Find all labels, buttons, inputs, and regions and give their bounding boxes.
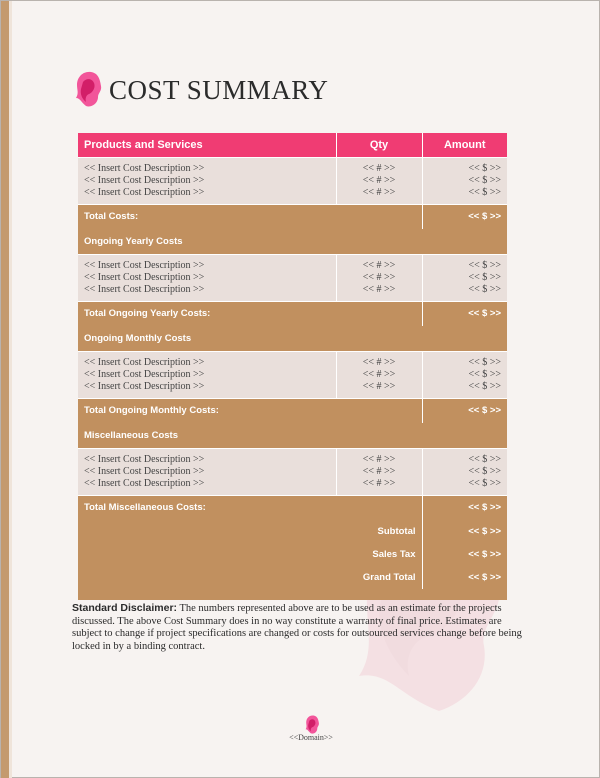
cost-amount: << $ >> xyxy=(468,174,501,186)
cost-amount: << $ >> xyxy=(468,477,501,489)
header-qty: Qty xyxy=(336,133,422,157)
footer-logo-icon xyxy=(304,715,320,735)
cost-description: << Insert Cost Description >> xyxy=(84,380,205,392)
cost-description: << Insert Cost Description >> xyxy=(84,465,205,477)
section-heading: Ongoing Yearly Costs xyxy=(78,229,507,254)
summary-label: Grand Total xyxy=(78,566,422,589)
amount-cell xyxy=(422,351,507,398)
disclaimer-paragraph xyxy=(72,602,522,653)
cost-qty: << # >> xyxy=(362,186,396,198)
section-heading: Miscellaneous Costs xyxy=(78,423,507,448)
footer-domain: <<Domain>> xyxy=(289,733,333,742)
cost-amount: << $ >> xyxy=(468,465,501,477)
cost-amount: << $ >> xyxy=(468,259,501,271)
sales-tax-row xyxy=(78,543,507,566)
cost-description: << Insert Cost Description >> xyxy=(84,368,205,380)
cost-qty: << # >> xyxy=(362,477,396,489)
amount-cell xyxy=(422,254,507,301)
description-cell xyxy=(78,157,336,204)
cost-items-block-monthly xyxy=(78,351,507,398)
cost-description: << Insert Cost Description >> xyxy=(84,162,205,174)
page-header xyxy=(73,69,328,111)
cost-qty: << # >> xyxy=(362,271,396,283)
cost-amount: << $ >> xyxy=(468,356,501,368)
total-label: Total Miscellaneous Costs: xyxy=(78,495,422,520)
description-cell xyxy=(78,254,336,301)
cost-description: << Insert Cost Description >> xyxy=(84,174,205,186)
total-value: << $ >> xyxy=(422,204,507,229)
cost-qty: << # >> xyxy=(362,380,396,392)
cost-description: << Insert Cost Description >> xyxy=(84,271,205,283)
cost-qty: << # >> xyxy=(362,465,396,477)
amount-cell xyxy=(422,157,507,204)
grand-total-row xyxy=(78,566,507,589)
cost-description: << Insert Cost Description >> xyxy=(84,259,205,271)
total-value: << $ >> xyxy=(422,398,507,423)
summary-label: Sales Tax xyxy=(78,543,422,566)
cost-amount: << $ >> xyxy=(468,453,501,465)
qty-cell xyxy=(336,157,422,204)
total-value: << $ >> xyxy=(422,495,507,520)
summary-value: << $ >> xyxy=(422,520,507,543)
woman-silhouette-icon xyxy=(73,71,103,109)
total-label: Total Ongoing Monthly Costs: xyxy=(78,398,422,423)
cost-description: << Insert Cost Description >> xyxy=(84,356,205,368)
cost-qty: << # >> xyxy=(362,453,396,465)
summary-label: Subtotal xyxy=(78,520,422,543)
section-heading-row xyxy=(78,229,507,254)
cost-summary-table xyxy=(78,133,507,600)
cost-qty: << # >> xyxy=(362,283,396,295)
header-amount: Amount xyxy=(422,133,507,157)
cost-qty: << # >> xyxy=(362,259,396,271)
qty-cell xyxy=(336,448,422,495)
cost-amount: << $ >> xyxy=(468,380,501,392)
cost-description: << Insert Cost Description >> xyxy=(84,477,205,489)
cost-qty: << # >> xyxy=(362,356,396,368)
cost-amount: << $ >> xyxy=(468,186,501,198)
description-cell xyxy=(78,351,336,398)
cost-items-block-yearly xyxy=(78,254,507,301)
cost-amount: << $ >> xyxy=(468,368,501,380)
left-accent-line xyxy=(9,1,12,778)
section-heading-row xyxy=(78,326,507,351)
table-bottom-spacer xyxy=(78,589,507,600)
total-row xyxy=(78,398,507,423)
cost-amount: << $ >> xyxy=(468,162,501,174)
qty-cell xyxy=(336,351,422,398)
cost-description: << Insert Cost Description >> xyxy=(84,453,205,465)
disclaimer-label: Standard Disclaimer: xyxy=(72,602,178,614)
cost-qty: << # >> xyxy=(362,368,396,380)
cost-items-block-misc xyxy=(78,448,507,495)
total-label: Total Ongoing Yearly Costs: xyxy=(78,301,422,326)
cost-amount: << $ >> xyxy=(468,271,501,283)
table-header-row xyxy=(78,133,507,157)
summary-value: << $ >> xyxy=(422,543,507,566)
cost-items-block-general xyxy=(78,157,507,204)
cost-description: << Insert Cost Description >> xyxy=(84,283,205,295)
total-row xyxy=(78,495,507,520)
cost-description: << Insert Cost Description >> xyxy=(84,186,205,198)
total-row xyxy=(78,204,507,229)
cost-amount: << $ >> xyxy=(468,283,501,295)
disclaimer-text: The numbers represented above are to be used as an estimate for the projects discussed. The above Cost Summary does in no way constitute a warranty of final price. Estimates are subject to change if project specifications are changed or costs for outsourced services change before being locked in by a binding contract. xyxy=(72,603,522,652)
header-products: Products and Services xyxy=(78,133,336,157)
cost-qty: << # >> xyxy=(362,174,396,186)
description-cell xyxy=(78,448,336,495)
total-label: Total Costs: xyxy=(78,204,422,229)
total-value: << $ >> xyxy=(422,301,507,326)
page-title: COST SUMMARY xyxy=(109,74,329,105)
left-accent-strip xyxy=(1,1,9,778)
section-heading: Ongoing Monthly Costs xyxy=(78,326,507,351)
qty-cell xyxy=(336,254,422,301)
summary-value: << $ >> xyxy=(422,566,507,589)
cost-qty: << # >> xyxy=(362,162,396,174)
subtotal-row xyxy=(78,520,507,543)
total-row xyxy=(78,301,507,326)
section-heading-row xyxy=(78,423,507,448)
amount-cell xyxy=(422,448,507,495)
